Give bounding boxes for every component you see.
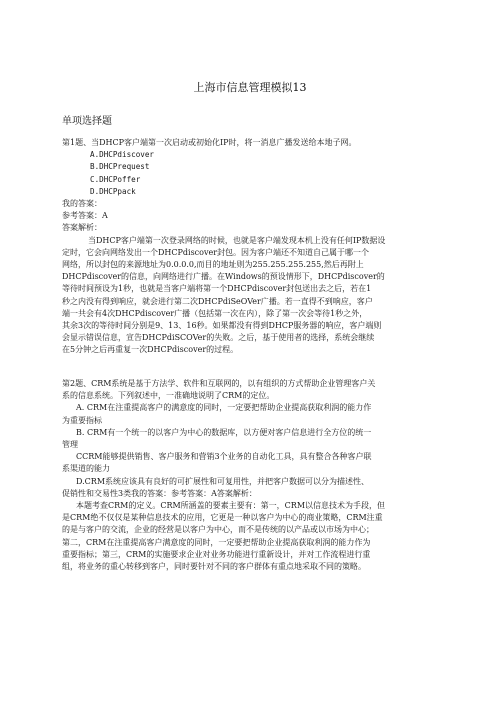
question-2-stem-line: 第2题、CRM系统是基于方法学、软件和互联网的，以有组织的方式帮助企业管理客户关: [62, 379, 376, 388]
question-2-option-line: 为重要指标: [62, 415, 102, 425]
question-1-explanation-line: DHCPdiscover的信息，向网络进行广播。在Windows的预设情形下，DHCPdiscover的: [62, 272, 385, 282]
question-1-my-answer: 我的答案：: [62, 199, 102, 209]
question-1-option-d: D.DHCPpack: [90, 186, 136, 196]
question-2-option-line: CCRM能够提供销售、客户服务和营销3个业务的自动化工具，具有整合各种客户联: [76, 452, 372, 462]
page-title: 上海市信息管理模拟13: [193, 81, 307, 94]
question-1-explanation-line: 在5分钟之后再重复一次DHCPdiscover的过程。: [62, 345, 239, 355]
question-2-explanation-line: 组，将业务的重心转移到客户，同时要针对不同的客户群体有重点地采取不同的策略。: [62, 562, 366, 572]
question-2-explanation-line: 重要指标；第三，CRM的实施要求企业对业务功能进行重新设计，并对工作流程进行重: [62, 549, 371, 559]
question-1-reference-answer: 参考答案：A: [62, 211, 108, 221]
question-1-explanation-line: 等待时间预设为1秒，也就是当客户端将第一个DHCPdiscover封包送出去之后，若在1: [62, 284, 372, 294]
question-1-explanation-label: 答案解析：: [62, 223, 102, 233]
question-1-explanation-line: 会显示错误信息，宣告DHCPdiSCOVer的失败。之后，基于使用者的选择，系统会继续: [62, 333, 375, 343]
question-1-explanation-line: 定时，它会向网络发出一个DHCPdiscover封包。因为客户端还不知道自己属于哪一个: [62, 247, 370, 257]
question-2-option-line: 促销性和交易性3类我的答案：参考答案：A答案解析：: [62, 488, 257, 498]
question-2-option-line: 管理: [62, 440, 78, 450]
question-1-explanation-line: 秒之内没有得到响应，就会进行第二次DHCPdiSeOVer广播。若一直得不到响应，客户: [62, 296, 373, 306]
question-1-option-c: C.DHCPoffer: [90, 174, 141, 184]
section-heading: 单项选择题: [62, 116, 112, 127]
question-1-explanation-line: 端一共会有4次DHCPdiscover广播（包括第一次在内），除了第一次会等待1秒之外，: [62, 308, 368, 318]
question-1-explanation-line: 当DHCP客户端第一次登录网络的时候，也就是客户端发现本机上没有任何IP数据设: [88, 235, 386, 245]
question-2-stem-line: 系的信息系统。下列叙述中，一准确地说明了CRM的定位。: [62, 391, 275, 401]
question-2-explanation-line: 是CRM绝不仅仅是某种信息技术的应用，它更是一种以客户为中心的商业策略，CRM注重: [62, 513, 383, 523]
question-1-option-b: B.DHCPrequest: [90, 162, 150, 172]
question-1-explanation-line: 网络，所以封包的来源地址为0.0.0.0,而目的地址则为255.255.255.255,然后再附上: [62, 260, 364, 270]
question-2-explanation-line: 的是与客户的交流，企业的经营是以客户为中心，而不是传统的以产品或以市场为中心；: [62, 525, 374, 535]
question-1-explanation-line: 其余3次的等待时间分别是9、13、16秒。如果都没有得到DHCP服务器的响应，客户端则: [62, 321, 382, 331]
question-2-option-line: B. CRM有一个统一的以客户为中心的数据库，以方便对客户信息进行全方位的统一: [76, 427, 372, 437]
question-2-option-line: A. CRM在注重提高客户的满意度的同时，一定要把帮助企业提高获取利润的能力作: [76, 403, 372, 413]
question-2-explanation-line: 本题考查CRM的定义。CRM所涵盖的要素主要有：第一，CRM以信息技术为手段，但: [76, 501, 386, 511]
question-2-option-line: 系渠道的能力: [62, 464, 110, 474]
question-2-option-line: D.CRM系统应该具有良好的可扩展性和可复用性，并把客户数据可以分为描述性、: [76, 476, 370, 486]
question-1-option-a: A.DHCPdiscover: [90, 150, 155, 160]
question-1: [62, 137, 440, 357]
question-2-explanation-line: 第二，CRM在注重提高客户满意度的同时，一定要把帮助企业提高获取利润的能力作为: [62, 537, 371, 547]
question-1-stem: 第1题、当DHCP客户端第一次启动或初始化IP时，将一消息广播发送给本地子网。: [62, 138, 357, 147]
question-2: [62, 378, 440, 573]
